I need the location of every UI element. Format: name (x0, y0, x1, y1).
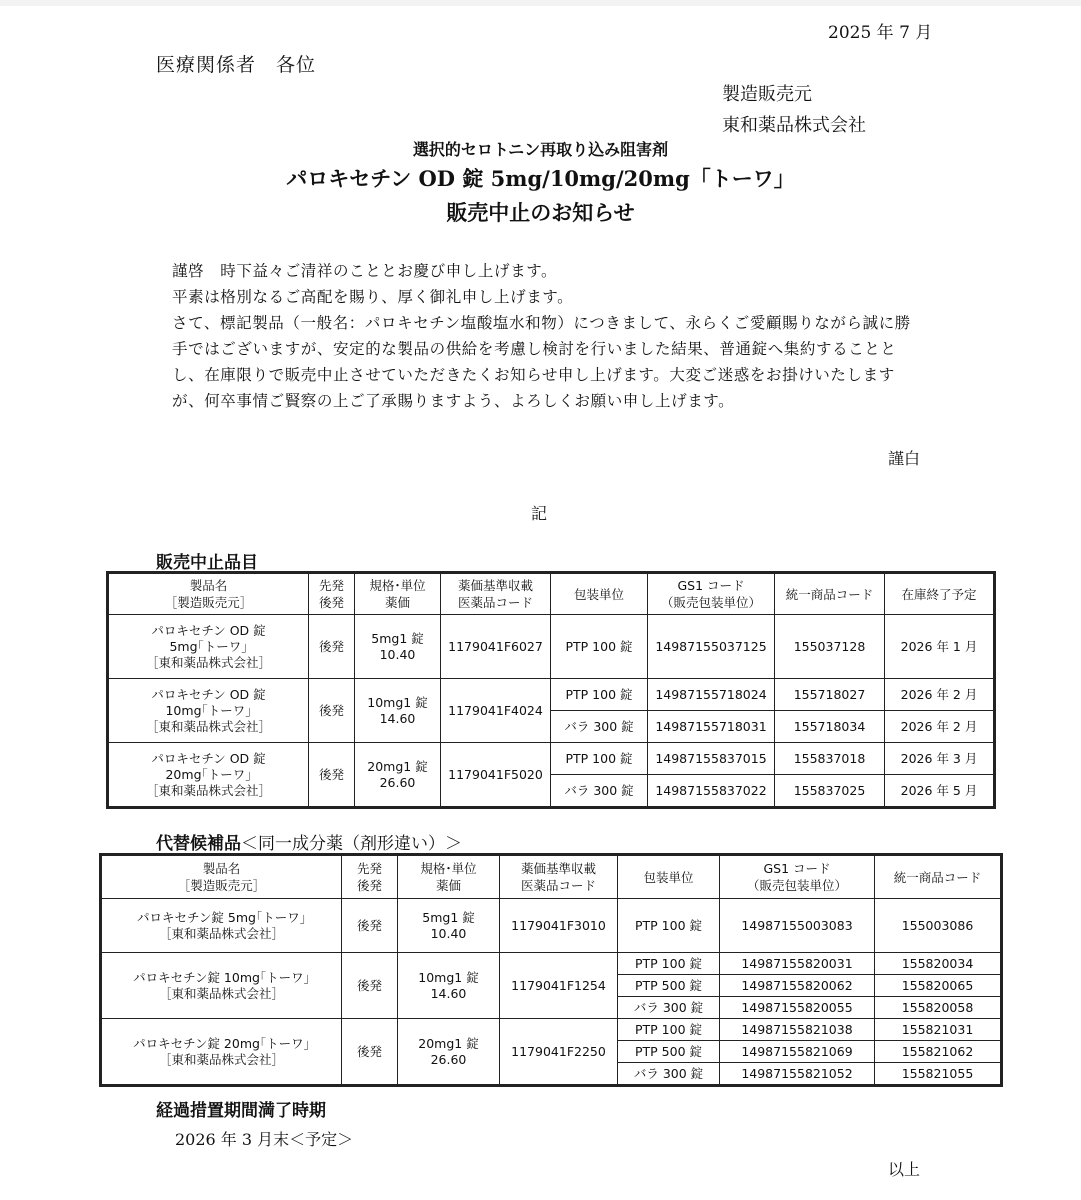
package-cell: PTP 500 錠 (618, 975, 720, 997)
generic-type-cell: 後発 (342, 1019, 398, 1085)
col-header-gs1-line: （販売包装単位） (660, 595, 761, 610)
col-header-product-line: ［製造販売元］ (164, 595, 253, 610)
alternatives-heading-note: ＜同一成分薬（剤形違い）＞ (241, 834, 462, 854)
col-header-drug-code-line: 医薬品コード (520, 878, 596, 893)
document-title: パロキセチン OD 錠 5mg/10mg/20mg「トーワ」 (286, 166, 795, 191)
generic-type-cell: 後発 (342, 953, 398, 1019)
col-header-jan: 統一商品コード (775, 574, 885, 615)
gs1-code-cell: 14987155003083 (720, 899, 875, 953)
jan-code-cell: 155837018 (775, 743, 885, 775)
gs1-code-cell: 14987155837015 (648, 743, 775, 775)
drug-code-cell: 1179041F3010 (500, 899, 618, 953)
product-name-cell (109, 743, 309, 807)
jan-code-cell: 155821055 (875, 1063, 1001, 1085)
product-name-cell-line: パロキセチン OD 錠 (151, 622, 266, 638)
product-name-cell-line: ［東和薬品株式会社］ (145, 718, 271, 734)
product-name-cell-line: パロキセチン錠 5mg｢トーワ｣ (137, 909, 306, 925)
alternatives-heading-bold: 代替候補品 (156, 834, 241, 854)
thanks-paragraph: 平素は格別なるご高配を賜り、厚く御礼申し上げます。 (172, 288, 574, 306)
product-name-cell-line: 20mg｢トーワ｣ (165, 766, 252, 782)
col-header-drug-code-line: 薬価基準収載 (457, 578, 533, 593)
drug-code-cell: 1179041F1254 (500, 953, 618, 1019)
col-header-product-line: 製品名 (202, 861, 241, 876)
package-cell: バラ 300 錠 (618, 1063, 720, 1085)
col-header-product (102, 856, 342, 899)
addressee: 医療関係者 各位 (156, 54, 317, 76)
stock-end-cell: 2026 年 3 月 (885, 743, 994, 775)
package-cell: PTP 100 錠 (551, 743, 648, 775)
col-header-spec-line: 薬価 (435, 878, 461, 893)
col-header-drug-code-line: 医薬品コード (457, 595, 533, 610)
generic-type-cell: 後発 (309, 615, 355, 679)
gs1-code-cell: 14987155820031 (720, 953, 875, 975)
maker-name: 東和薬品株式会社 (722, 115, 866, 136)
gs1-code-cell: 14987155821052 (720, 1063, 875, 1085)
spec-price-cell-line: 10.40 (379, 646, 416, 662)
page-top-edge (0, 0, 1081, 6)
col-header-type (342, 856, 398, 899)
spec-price-cell-line: 14.60 (430, 985, 467, 1001)
product-name-cell (109, 679, 309, 743)
table-row (102, 953, 1001, 975)
product-name-cell-line: パロキセチン錠 20mg｢トーワ｣ (133, 1035, 310, 1051)
col-header-type-line: 先発 (356, 861, 382, 876)
letter-body (172, 258, 922, 414)
product-name-cell-line: ［東和薬品株式会社］ (145, 654, 271, 670)
notice-paragraph: さて、標記製品（一般名：パロキセチン塩酸塩水和物）につきまして、永らくご愛顧賜りながら誠に勝手ではございますが、安定的な製品の供給を考慮し検討を行いました結果、普通錠へ集約することとし、在庫限りで販売中止させていただきたくお知らせ申し上げます。大変ご迷惑をお掛けいたしますが、何卒事情ご賢察の上ご了承賜りますよう、よろしくお願い申し上げます。 (172, 314, 911, 410)
drug-code-cell: 1179041F5020 (441, 743, 551, 807)
gs1-code-cell: 14987155718031 (648, 711, 775, 743)
col-header-package: 包装単位 (618, 856, 720, 899)
jan-code-cell: 155718027 (775, 679, 885, 711)
spec-price-cell-line: 26.60 (379, 774, 416, 790)
document-date: 2025 年 7 月 (828, 23, 933, 43)
drug-code-cell: 1179041F4024 (441, 679, 551, 743)
product-name-cell (109, 615, 309, 679)
col-header-jan: 統一商品コード (875, 856, 1001, 899)
product-name-cell (102, 953, 342, 1019)
col-header-drug-code-line: 薬価基準収載 (520, 861, 596, 876)
section-alternatives-heading (156, 829, 462, 854)
col-header-type-line: 後発 (318, 595, 344, 610)
generic-type-cell: 後発 (342, 899, 398, 953)
generic-type-cell: 後発 (309, 679, 355, 743)
product-name-cell-line: ［東和薬品株式会社］ (158, 1051, 284, 1067)
col-header-spec (398, 856, 500, 899)
section-transition-heading: 経過措置期間満了時期 (156, 1101, 326, 1121)
col-header-product-line: 製品名 (189, 578, 228, 593)
ending-word: 以上 (888, 1160, 921, 1179)
jan-code-cell: 155821062 (875, 1041, 1001, 1063)
product-name-cell (102, 1019, 342, 1085)
jan-code-cell: 155718034 (775, 711, 885, 743)
document-title-notice: 販売中止のお知らせ (446, 200, 635, 225)
product-name-cell-line: ［東和薬品株式会社］ (145, 782, 271, 798)
jan-code-cell: 155037128 (775, 615, 885, 679)
stock-end-cell: 2026 年 2 月 (885, 711, 994, 743)
package-cell: PTP 100 錠 (551, 615, 648, 679)
spec-price-cell-line: 10.40 (430, 925, 467, 941)
ki-marker: 記 (531, 504, 548, 523)
col-header-product (109, 574, 309, 615)
spec-price-cell-line: 5mg1 錠 (371, 630, 424, 646)
table-row (109, 615, 994, 679)
jan-code-cell: 155821031 (875, 1019, 1001, 1041)
header-row (102, 856, 1001, 899)
col-header-type-line: 先発 (318, 578, 344, 593)
package-cell: PTP 100 錠 (618, 899, 720, 953)
package-cell: PTP 100 錠 (618, 953, 720, 975)
discontinued-products-table (108, 573, 994, 807)
greeting-paragraph: 謹啓 時下益々ご清祥のこととお慶び申し上げます。 (172, 262, 558, 280)
closing-word: 謹白 (888, 449, 921, 468)
spec-price-cell (355, 679, 441, 743)
col-header-stock-end: 在庫終了予定 (885, 574, 994, 615)
jan-code-cell: 155003086 (875, 899, 1001, 953)
transition-term: 2026 年 3 月末＜予定＞ (175, 1130, 354, 1149)
table-row (102, 899, 1001, 953)
gs1-code-cell: 14987155821069 (720, 1041, 875, 1063)
package-cell: PTP 100 錠 (551, 679, 648, 711)
package-cell: バラ 300 錠 (551, 711, 648, 743)
col-header-spec-line: 規格･単位 (420, 861, 477, 876)
product-name-cell-line: ［東和薬品株式会社］ (158, 985, 284, 1001)
product-name-cell-line: パロキセチン錠 10mg｢トーワ｣ (133, 969, 310, 985)
drug-class-subtitle: 選択的セロトニン再取り込み阻害剤 (412, 140, 669, 159)
col-header-drug-code (500, 856, 618, 899)
package-cell: バラ 300 錠 (551, 775, 648, 807)
col-header-spec-line: 規格･単位 (369, 578, 426, 593)
stock-end-cell: 2026 年 5 月 (885, 775, 994, 807)
jan-code-cell: 155820034 (875, 953, 1001, 975)
product-name-cell-line: 5mg｢トーワ｣ (169, 638, 248, 654)
col-header-type-line: 後発 (356, 878, 382, 893)
gs1-code-cell: 14987155718024 (648, 679, 775, 711)
gs1-code-cell: 14987155837022 (648, 775, 775, 807)
product-name-cell-line: 10mg｢トーワ｣ (165, 702, 252, 718)
col-header-product-line: ［製造販売元］ (177, 878, 266, 893)
col-header-gs1-line: GS1 コード (763, 861, 831, 876)
col-header-type (309, 574, 355, 615)
drug-code-cell: 1179041F2250 (500, 1019, 618, 1085)
table-row (109, 743, 994, 775)
spec-price-cell-line: 26.60 (430, 1051, 467, 1067)
product-name-cell (102, 899, 342, 953)
spec-price-cell (398, 899, 500, 953)
generic-type-cell: 後発 (309, 743, 355, 807)
product-name-cell-line: パロキセチン OD 錠 (151, 686, 266, 702)
section-discontinued-heading: 販売中止品目 (156, 553, 258, 573)
col-header-gs1-line: GS1 コード (677, 578, 745, 593)
package-cell: PTP 100 錠 (618, 1019, 720, 1041)
product-name-cell-line: ［東和薬品株式会社］ (158, 925, 284, 941)
col-header-gs1 (720, 856, 875, 899)
spec-price-cell (398, 953, 500, 1019)
col-header-spec-line: 薬価 (384, 595, 410, 610)
spec-price-cell-line: 20mg1 錠 (367, 758, 428, 774)
spec-price-cell-line: 10mg1 錠 (418, 969, 479, 985)
maker-role: 製造販売元 (722, 84, 812, 105)
spec-price-cell (355, 743, 441, 807)
gs1-code-cell: 14987155820062 (720, 975, 875, 997)
gs1-code-cell: 14987155037125 (648, 615, 775, 679)
col-header-package: 包装単位 (551, 574, 648, 615)
spec-price-cell-line: 10mg1 錠 (367, 694, 428, 710)
spec-price-cell-line: 5mg1 錠 (422, 909, 475, 925)
jan-code-cell: 155820065 (875, 975, 1001, 997)
product-name-cell-line: パロキセチン OD 錠 (151, 750, 266, 766)
package-cell: バラ 300 錠 (618, 997, 720, 1019)
jan-code-cell: 155837025 (775, 775, 885, 807)
col-header-gs1-line: （販売包装単位） (746, 878, 847, 893)
package-cell: PTP 500 錠 (618, 1041, 720, 1063)
spec-price-cell (355, 615, 441, 679)
drug-code-cell: 1179041F6027 (441, 615, 551, 679)
gs1-code-cell: 14987155820055 (720, 997, 875, 1019)
table-row (102, 1019, 1001, 1041)
col-header-drug-code (441, 574, 551, 615)
table-row (109, 679, 994, 711)
stock-end-cell: 2026 年 1 月 (885, 615, 994, 679)
spec-price-cell (398, 1019, 500, 1085)
col-header-gs1 (648, 574, 775, 615)
header-row (109, 574, 994, 615)
alternative-products-table (101, 855, 1001, 1085)
spec-price-cell-line: 14.60 (379, 710, 416, 726)
col-header-spec (355, 574, 441, 615)
gs1-code-cell: 14987155821038 (720, 1019, 875, 1041)
spec-price-cell-line: 20mg1 錠 (418, 1035, 479, 1051)
stock-end-cell: 2026 年 2 月 (885, 679, 994, 711)
jan-code-cell: 155820058 (875, 997, 1001, 1019)
